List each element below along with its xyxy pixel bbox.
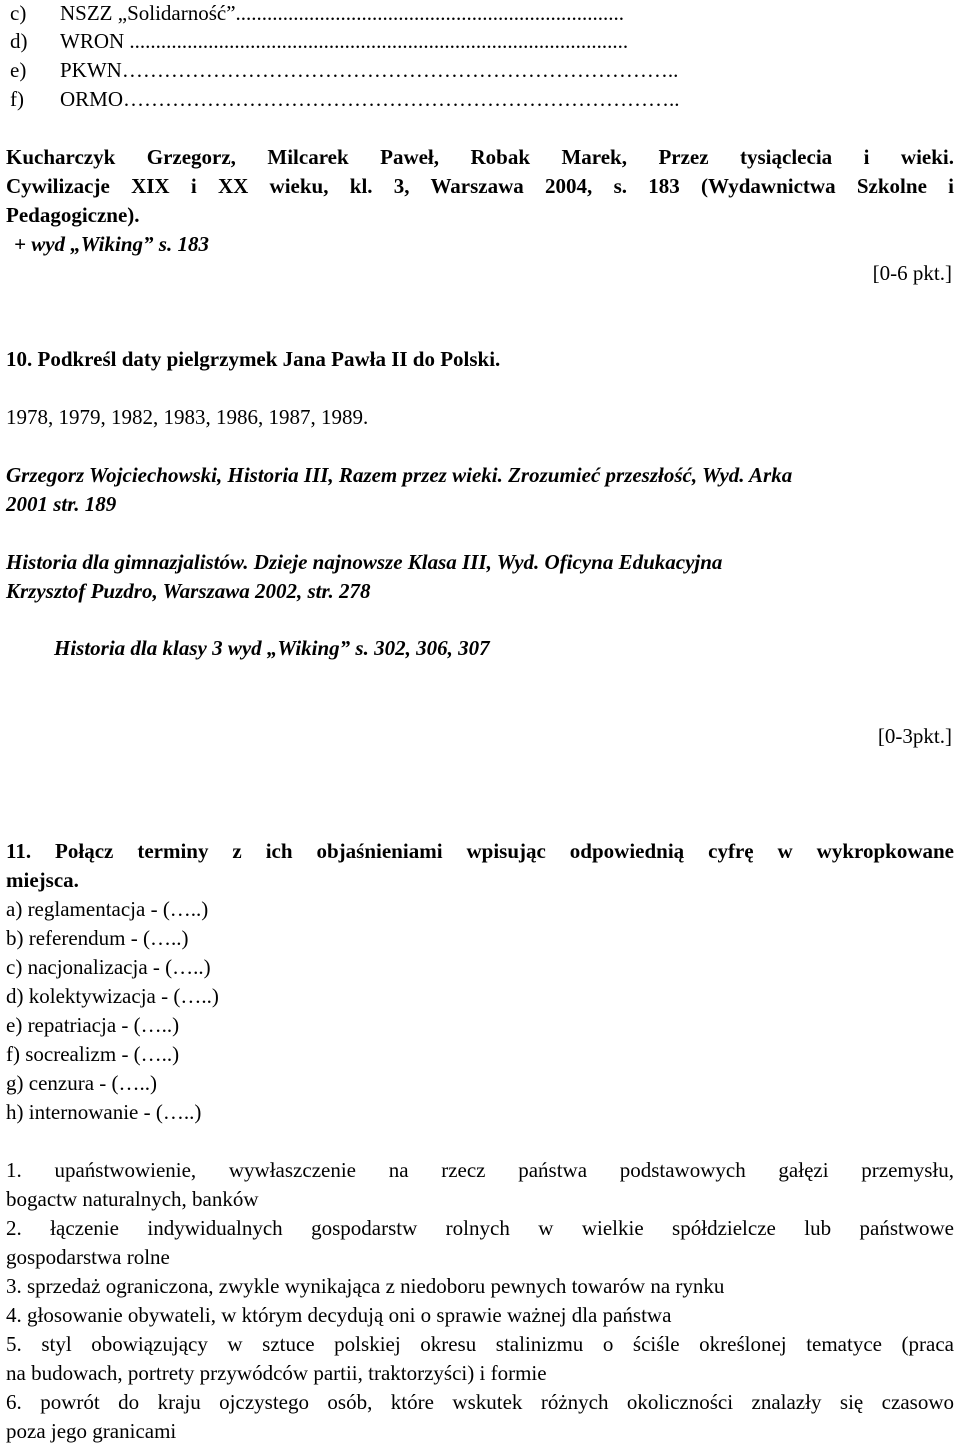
reference-line: Cywilizacje XIX i XX wieku, kl. 3, Warszawa 2004, s. 183 (Wydawnictwa Szkolne i bbox=[6, 174, 954, 198]
term-item: h) internowanie - (…..) bbox=[6, 1100, 202, 1124]
reference-line: 2001 str. 189 bbox=[6, 492, 117, 516]
definition-line: gospodarstwa rolne bbox=[6, 1245, 170, 1269]
list-label: c) bbox=[10, 1, 27, 25]
list-label: e) bbox=[10, 58, 27, 82]
definition-line: 2. łączenie indywidualnych gospodarstw rolnych w wielkie spółdzielcze lub państwowe bbox=[6, 1216, 954, 1240]
reference-line: Kucharczyk Grzegorz, Milcarek Paweł, Robak Marek, Przez tysiąclecia i wieki. bbox=[6, 145, 954, 169]
reference-line: + wyd „Wiking” s. 183 bbox=[14, 232, 209, 256]
definition-line: na budowach, portrety przywódców partii, traktorzyści) i formie bbox=[6, 1361, 547, 1385]
question-title: miejsca. bbox=[6, 868, 79, 892]
question-title: 11. Połącz terminy z ich objaśnieniami wpisując odpowiednią cyfrę w wykropkowane bbox=[6, 839, 954, 863]
reference-line: Historia dla klasy 3 wyd „Wiking” s. 302, 306, 307 bbox=[54, 636, 490, 660]
term-item: g) cenzura - (…..) bbox=[6, 1071, 157, 1095]
list-item-f bbox=[10, 86, 954, 112]
list-label: f) bbox=[10, 87, 24, 111]
list-text: ORMO…………………………………………………………………….. bbox=[60, 87, 680, 111]
reference-line: Krzysztof Puzdro, Warszawa 2002, str. 278 bbox=[6, 579, 371, 603]
points-label: [0-6 pkt.] bbox=[872, 261, 952, 285]
question-title: 10. Podkreśl daty pielgrzymek Jana Pawła II do Polski. bbox=[6, 347, 501, 371]
list-item-c bbox=[10, 0, 954, 26]
definition-line: 5. styl obowiązujący w sztuce polskiej okresu stalinizmu o ściśle określonej tematyce (praca bbox=[6, 1332, 954, 1356]
list-text: WRON ............................................................................................... bbox=[60, 29, 629, 53]
list-text: PKWN…………………………………………………………………….. bbox=[60, 58, 679, 82]
term-item: d) kolektywizacja - (…..) bbox=[6, 984, 219, 1008]
definition-line: 3. sprzedaż ograniczona, zwykle wynikająca z niedoboru pewnych towarów na rynku bbox=[6, 1274, 725, 1298]
reference-line: Pedagogiczne). bbox=[6, 203, 140, 227]
term-item: b) referendum - (…..) bbox=[6, 926, 189, 950]
list-item-d bbox=[10, 28, 954, 54]
definition-line: bogactw naturalnych, banków bbox=[6, 1187, 259, 1211]
list-label: d) bbox=[10, 29, 28, 53]
term-item: f) socrealizm - (…..) bbox=[6, 1042, 180, 1066]
reference-line: Historia dla gimnazjalistów. Dzieje najnowsze Klasa III, Wyd. Oficyna Edukacyjna bbox=[6, 550, 723, 574]
term-item: a) reglamentacja - (…..) bbox=[6, 897, 209, 921]
list-item-e bbox=[10, 57, 954, 83]
definition-line: poza jego granicami bbox=[6, 1419, 177, 1443]
term-item: c) nacjonalizacja - (…..) bbox=[6, 955, 211, 979]
definition-line: 4. głosowanie obywateli, w którym decydują oni o sprawie ważnej dla państwa bbox=[6, 1303, 672, 1327]
dates-list: 1978, 1979, 1982, 1983, 1986, 1987, 1989. bbox=[6, 405, 369, 429]
reference-line: Grzegorz Wojciechowski, Historia III, Razem przez wieki. Zrozumieć przeszłość, Wyd. Arka bbox=[6, 463, 793, 487]
definition-line: 1. upaństwowienie, wywłaszczenie na rzecz państwa podstawowych gałęzi przemysłu, bbox=[6, 1158, 954, 1182]
term-item: e) repatriacja - (…..) bbox=[6, 1013, 180, 1037]
list-text: NSZZ „Solidarność”.......................................................................... bbox=[60, 1, 625, 25]
definition-line: 6. powrót do kraju ojczystego osób, które wskutek różnych okoliczności znalazły się czasowo bbox=[6, 1390, 954, 1414]
points-label: [0-3pkt.] bbox=[877, 724, 952, 748]
